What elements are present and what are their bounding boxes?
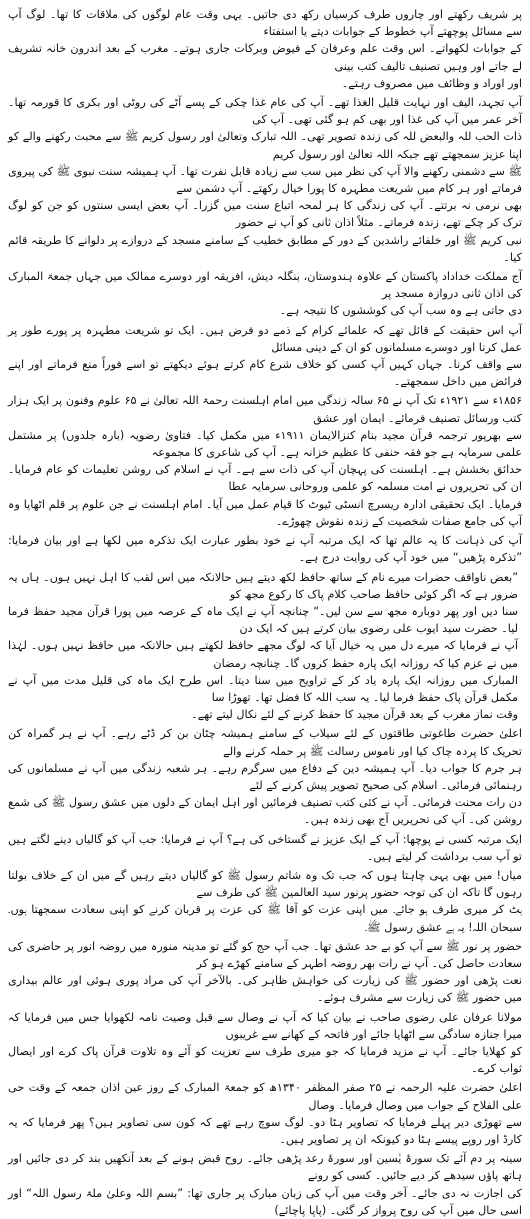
text-line: میاں! میں بھی یہی چاہتا ہوں کہ جب تک وہ شاتم رسول ﷺ کو گالیاں دیتے رہیں گے میں ان کے خلاف بولتا رہوں گا تاکہ ان کی توجہ حضور پرنور سید العالمین ﷺ کی طرف سے xyxy=(8,868,522,900)
text-line: ایک مرتبہ کسی نے پوچھا: آپ کے ایک عزیز نے گستاخی کی ہے؟ آپ نے فرمایا: جب آپ کو گالیاں دینے لگتے ہیں تو آپ سب برداشت کر لیتے ہیں۔ xyxy=(8,832,522,863)
text-line: آپ تجہد، الیف اور نہایت قلیل الغذا تھے۔ آپ کی عام غذا چکی کے پسے آٹے کی روٹی اور بکری کا قورمہ تھا۔ آخر عمر میں آپ کی غذا اور بھی کم ہو گئی تھی۔ آپ کی xyxy=(8,96,522,127)
text-line: فرمایا۔ ایک تحقیقی ادارہ ریسرچ انسٹی ٹیوٹ کا قیام عمل میں آیا۔ امام اہلسنت نے جن علوم پر قلم اٹھایا وہ آپ کی جامع صفات شخصیت کے زندہ نقوش چھوڑے۔ xyxy=(8,497,522,528)
text-line: اعلیٰ حضرت طاغوتی طاقتوں کے لئے سیلاب کے سامنے ہمیشہ چٹان بن کر ڈٹے رہے۔ آپ نے ہر گمراہ کن تحریک کا پردہ چاک کیا اور ناموس رسالت ﷺ پر حملہ کرنے والے xyxy=(8,727,522,758)
text-line: آپ کی ذہانت کا یہ عالم تھا کہ ایک مرتبہ آپ نے خود بطور عبارت ایک تذکرہ میں لکھا ہے اور بیان فرمایا: ”تذکرہ پڑھیں“ میں خود آپ کی روایت درج ہے۔ xyxy=(8,534,522,565)
text-line: دی جاتی ہے وہ سب آپ کی کوششوں کا نتیجہ ہے۔ xyxy=(279,304,522,318)
text-line: حضور پر نور ﷺ سے آپ کو بے حد عشق تھا۔ جب آپ حج کو گئے تو مدینہ منورہ میں روضہ انور پر حاضری کی سعادت حاصل کی۔ آپ نے رات بھر روضہ اطہر کے سامنے کھڑے ہو کر xyxy=(8,939,522,970)
text-line: اعلیٰ حضرت علیہ الرحمہ نے ۲۵ صفر المظفر ۱۳۴۰ھ کو جمعۃ المبارک کے روز عین اذان جمعہ کے وقت حی علی الفلاح کے جواب میں وصال فرمایا۔ وصال xyxy=(8,1081,522,1112)
text-line: کی اجازت نہ دی جائے۔ آخر وقت میں آپ کی زبان مبارک پر جاری تھا: ”بسم اللہ وعلیٰ ملۃ رسول اللہ“ اور اسی حال میں آپ کی روح پرواز کر گئی۔ (پاپا پاچائے) xyxy=(8,1186,522,1217)
paragraph xyxy=(8,831,522,865)
text-line: نبی کریم ﷺ اور خلفائے راشدین کے دور کے مطابق خطیب کے سامنے مسجد کے دروازے پر دلوانے کا طریقہ قائم کیا۔ xyxy=(8,233,522,264)
text-line: ﷺ سے دشمنی رکھنے والا آپ کی نظر میں سب سے زیادہ قابل نفرت تھا۔ آپ ہمیشہ سنت نبوی ﷺ کی پیروی فرماتے اور ہر کام میں شریعت مطہرہ کا پورا خیال رکھتے۔ آپ دشمن سے xyxy=(8,164,522,196)
text-line: آپ نے فرمایا کہ میرے دل میں یہ خیال آیا کہ لوگ مجھے حافظ لکھتے ہیں حالانکہ میں حافظ نہیں ہوں۔ لہٰذا میں نے عزم کیا کہ روزانہ ایک پارہ حفظ کروں گا۔ چنانچہ رمضان xyxy=(8,639,518,670)
paragraph xyxy=(8,532,522,566)
paragraph xyxy=(8,94,522,266)
paragraph xyxy=(8,1079,522,1148)
paragraph xyxy=(8,268,522,320)
text-line: کے جوابات لکھواتے۔ اس وقت علم وعرفان کے فیوض وبرکات جاری ہوتے۔ مغرب کے بعد اندرون خانہ تشریف لے جاتے اور وہیں تصنیف تالیف کتب بینی xyxy=(8,42,522,73)
text-line: مولانا عرفان علی رضوی صاحب نے بیان کیا کہ آپ نے وصال سے قبل وصیت نامہ لکھوایا جس میں فرمایا کہ میرا جنازہ سادگی سے اٹھایا جائے اور فاتحہ کے کھانے سے غریبوں xyxy=(8,1010,522,1041)
text-line: سنا دیں اور پھر دوبارہ مجھ سے سن لیں۔“ چنانچہ آپ نے ایک ماہ کے عرصہ میں پورا قرآن مجید حفظ فرما لیا۔ حضرت سید ایوب علی رضوی بیان کرتے ہیں کہ ایک دن xyxy=(8,604,518,636)
text-line: نعت پڑھی اور حضور ﷺ کی زیارت کی خواہش ظاہر کی۔ بالآخر آپ کی مراد پوری ہوئی اور عالم بیداری میں حضور ﷺ کی زیارت سے مشرف ہوئے۔ xyxy=(8,974,522,1005)
text-line: ہر جرم کا جواب دیا۔ آپ ہمیشہ دین کے دفاع میں سرگرم رہے۔ ہر شعبہ زندگی میں آپ نے مسلمانوں کی رہنمائی فرمائی۔ اسلام کی صحیح تصویر پیش کرنے کے لئے xyxy=(8,761,522,792)
text-line: کو کھلایا جائے۔ آپ نے مزید فرمایا کہ جو میری طرف سے تعزیت کو آئے وہ تلاوت قرآن پاک کرے اور ایصال ثواب کرے۔ xyxy=(8,1044,522,1076)
text-line: اور اوراد و وظائف میں مصروف رہتے۔ xyxy=(341,76,522,90)
text-line: ذات الحب للہ والبعض للہ کی زندہ تصویر تھی۔ اللہ تبارک وتعالیٰ اور رسول کریم ﷺ سے محبت رکھنے والے کو اپنا عزیز سمجھتے تھے جبکہ اللہ تعالیٰ اور رسول کریم xyxy=(8,130,522,161)
paragraph xyxy=(8,569,522,724)
paragraph xyxy=(8,938,522,1007)
text-line: سینہ پر دم آئے تک سورۂ یٰسین اور سورۂ رعد پڑھی جائے۔ روح قبض ہونے کے بعد آنکھیں بند کر دی جائیں اور ہاتھ پاؤں سیدھے کر دیے جائیں۔ کسی کو رونے xyxy=(8,1152,522,1183)
paragraph xyxy=(8,392,522,530)
text-line: آج مملکت خداداد پاکستان کے علاوہ ہندوستان، بنگلہ دیش، افریقہ اور دوسرے ممالک میں جہاں جمعۃ المبارک کی اذان ثانی دروازہ مسجد پر xyxy=(8,270,522,301)
text-line: المبارک میں روزانہ ایک پارہ یاد کر کے تراویح میں سنا دیتا۔ اس طرح ایک ماہ کی قلیل مدت میں آپ نے مکمل قرآن پاک حفظ فرما لیا۔ یہ سب اللہ کا فضل تھا۔ تھوڑا سا xyxy=(8,673,518,704)
text-line: دن رات محنت فرمائی۔ آپ نے کئی کتب تصنیف فرمائیں اور اہل ایمان کے دلوں میں عشق رسول ﷺ کی شمع روشن کی۔ آپ کی تحریریں آج بھی زندہ ہیں۔ xyxy=(8,796,522,827)
paragraph xyxy=(8,867,522,936)
paragraph xyxy=(8,725,522,828)
text-line: ہٹ کر میری طرف ہو جائے۔ میں اپنی عزت کو آقا ﷺ کی عزت پر قربان کرنے کو اپنی سعادت سمجھتا ہوں۔ سبحان اللہ! یہ ہے عشق رسول ﷺ۔ xyxy=(8,903,522,934)
paragraph xyxy=(8,1009,522,1078)
paragraph xyxy=(8,6,522,92)
text-line: آپ اس حقیقت کے قائل تھے کہ علمائے کرام کے ذمے دو فرض ہیں۔ ایک تو شریعت مطہرہ پر پورے طور پر عمل کرنا اور دوسرے مسلمانوں کو ان کے دینی مسائل xyxy=(8,323,522,354)
text-line: پر شریف رکھتے اور چاروں طرف کرسیاں رکھ دی جاتیں۔ یہی وقت عام لوگوں کی ملاقات کا تھا۔ لوگ آپ سے مسائل پوچھتے آپ خطوط کے جوابات دیتے یا استفتاء xyxy=(8,8,522,39)
paragraph xyxy=(8,1150,522,1219)
text-line: وقت نماز مغرب کے بعد قرآن مجید کا حفظ کرنے کے لئے نکال لیتے تھے۔ xyxy=(191,708,518,722)
text-line: حدائق بخشش ہے۔ اہلسنت کی پہچان آپ کی ذات سے ہے۔ آپ نے اسلام کی روشن تعلیمات کو عام فرمایا۔ ان کی تحریروں نے امت مسلمہ کو علمی وروحانی سرمایہ عطا xyxy=(8,463,522,494)
paragraph xyxy=(8,322,522,391)
text-line: ”بعض ناواقف حضرات میرے نام کے ساتھ حافظ لکھ دیتے ہیں حالانکہ میں اس لقب کا اہل نہیں ہوں۔ ہاں یہ ضرور ہے کہ اگر کوئی حافظ صاحب کلام پاک کا رکوع مجھ کو xyxy=(8,570,518,601)
text-line: ۱۸۵۶ء سے ۱۹۲۱ء تک آپ نے ۶۵ سالہ زندگی میں امام اہلسنت رحمۃ اللہ تعالیٰ نے ۶۵ علوم وفنون پر ایک ہزار کتب ورسائل تصنیف فرمائے۔ ایمان اور عشق xyxy=(8,394,522,425)
text-line: سے تھوڑی دیر پہلے فرمایا کہ تصاویر ہٹا دو۔ لوگ سوچ رہے تھے کہ کون سی تصاویر ہیں؟ پھر فرمایا کہ یہ کارڈ اور روپے پیسے ہٹا دو کیونکہ ان پر تصاویر ہیں۔ xyxy=(8,1115,522,1146)
article-body xyxy=(8,6,522,1219)
text-line: سے واقف کرنا۔ جہاں کہیں آپ کسی کو خلاف شرع کام کرتے ہوئے دیکھتے تو اسے فوراً منع فرماتے اور اپنے فرائض میں داخل سمجھتے۔ xyxy=(8,358,522,389)
text-line: سے بھرپور ترجمہ قرآن مجید بنام کنزالایمان ۱۹۱۱ء میں مکمل کیا۔ فتاویٰ رضویہ (بارہ جلدوں) پر مشتمل علمی سرمایہ ہے جو فقہ حنفی کا عظیم خزانہ ہے۔ آپ کی شاعری کا مجموعہ xyxy=(8,428,522,460)
text-line: بھی نرمی نہ برتتے۔ آپ کی زندگی کا ہر لمحہ اتباع سنت میں گزرا۔ آپ بعض ایسی سنتوں کو جن کو لوگ ترک کر چکے تھے، زندہ فرماتے۔ مثلاً اذان ثانی کو آپ نے حضور xyxy=(8,199,522,230)
